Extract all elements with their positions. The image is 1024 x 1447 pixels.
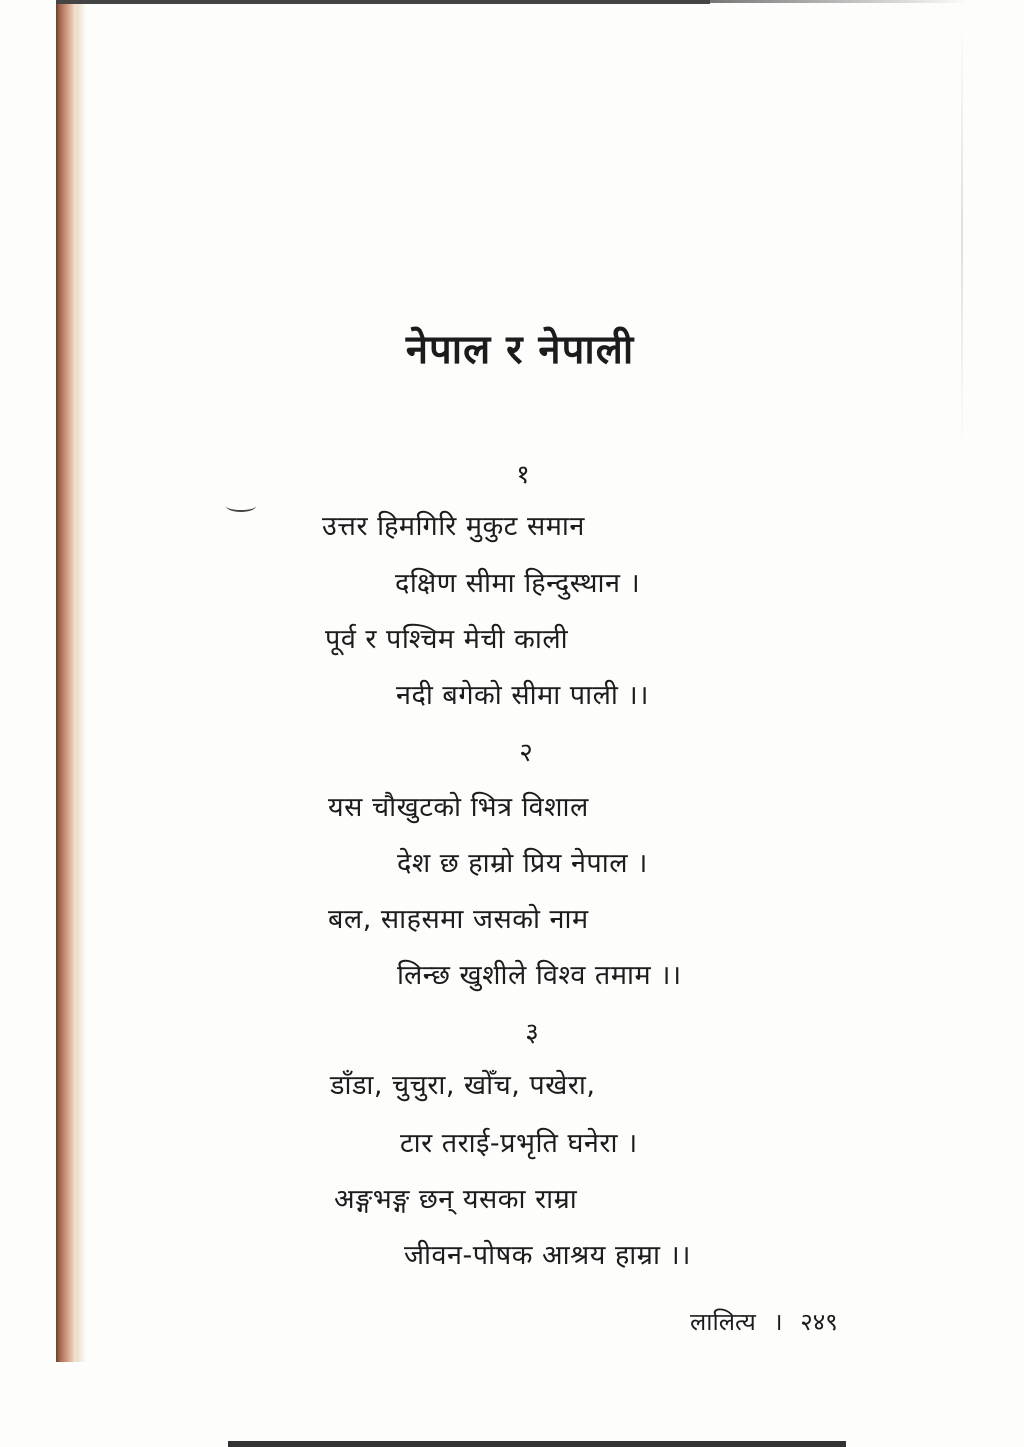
footer-separator: । [773,1308,783,1336]
verse-line: दक्षिण सीमा हिन्दुस्थान । [395,568,641,599]
binding-shadow [76,0,86,1362]
page-footer [690,1305,838,1338]
verse-line: जीवन-पोषक आश्रय हाम्रा ।। [404,1240,691,1271]
verse-line: टार तराई-प्रभृति घनेरा । [400,1128,638,1159]
page-number: २४९ [800,1308,838,1336]
stanza-number: २ [519,738,533,768]
verse-line: देश छ हाम्रो प्रिय नेपाल । [397,848,648,879]
stanza-number: १ [516,460,530,490]
verse-line: पूर्व र पश्चिम मेची काली [325,624,569,655]
verse-line: लिन्छ खुशीले विश्व तमाम ।। [397,960,682,991]
verse-line: नदी बगेको सीमा पाली ।। [396,680,649,711]
top-scan-shadow-fade [710,0,970,3]
right-page-edge [961,20,963,450]
book-name: लालित्य [690,1308,756,1336]
verse-line: उत्तर हिमगिरि मुकुट समान [322,511,585,542]
poem-title: नेपाल र नेपाली [405,327,635,373]
verse-line: डाँडा, चुचुरा, खोँच, पखेरा, [330,1070,596,1101]
stanza-number: ३ [525,1018,539,1048]
verse-line: बल, साहसमा जसको नाम [328,904,589,935]
verse-line: यस चौखुटको भित्र विशाल [328,792,589,823]
bottom-scan-shadow [228,1441,846,1447]
verse-line: अङ्गभङ्ग छन् यसका राम्रा [334,1184,578,1215]
top-scan-shadow [56,0,710,4]
stray-pen-mark [226,500,256,512]
binding-edge [56,0,76,1362]
